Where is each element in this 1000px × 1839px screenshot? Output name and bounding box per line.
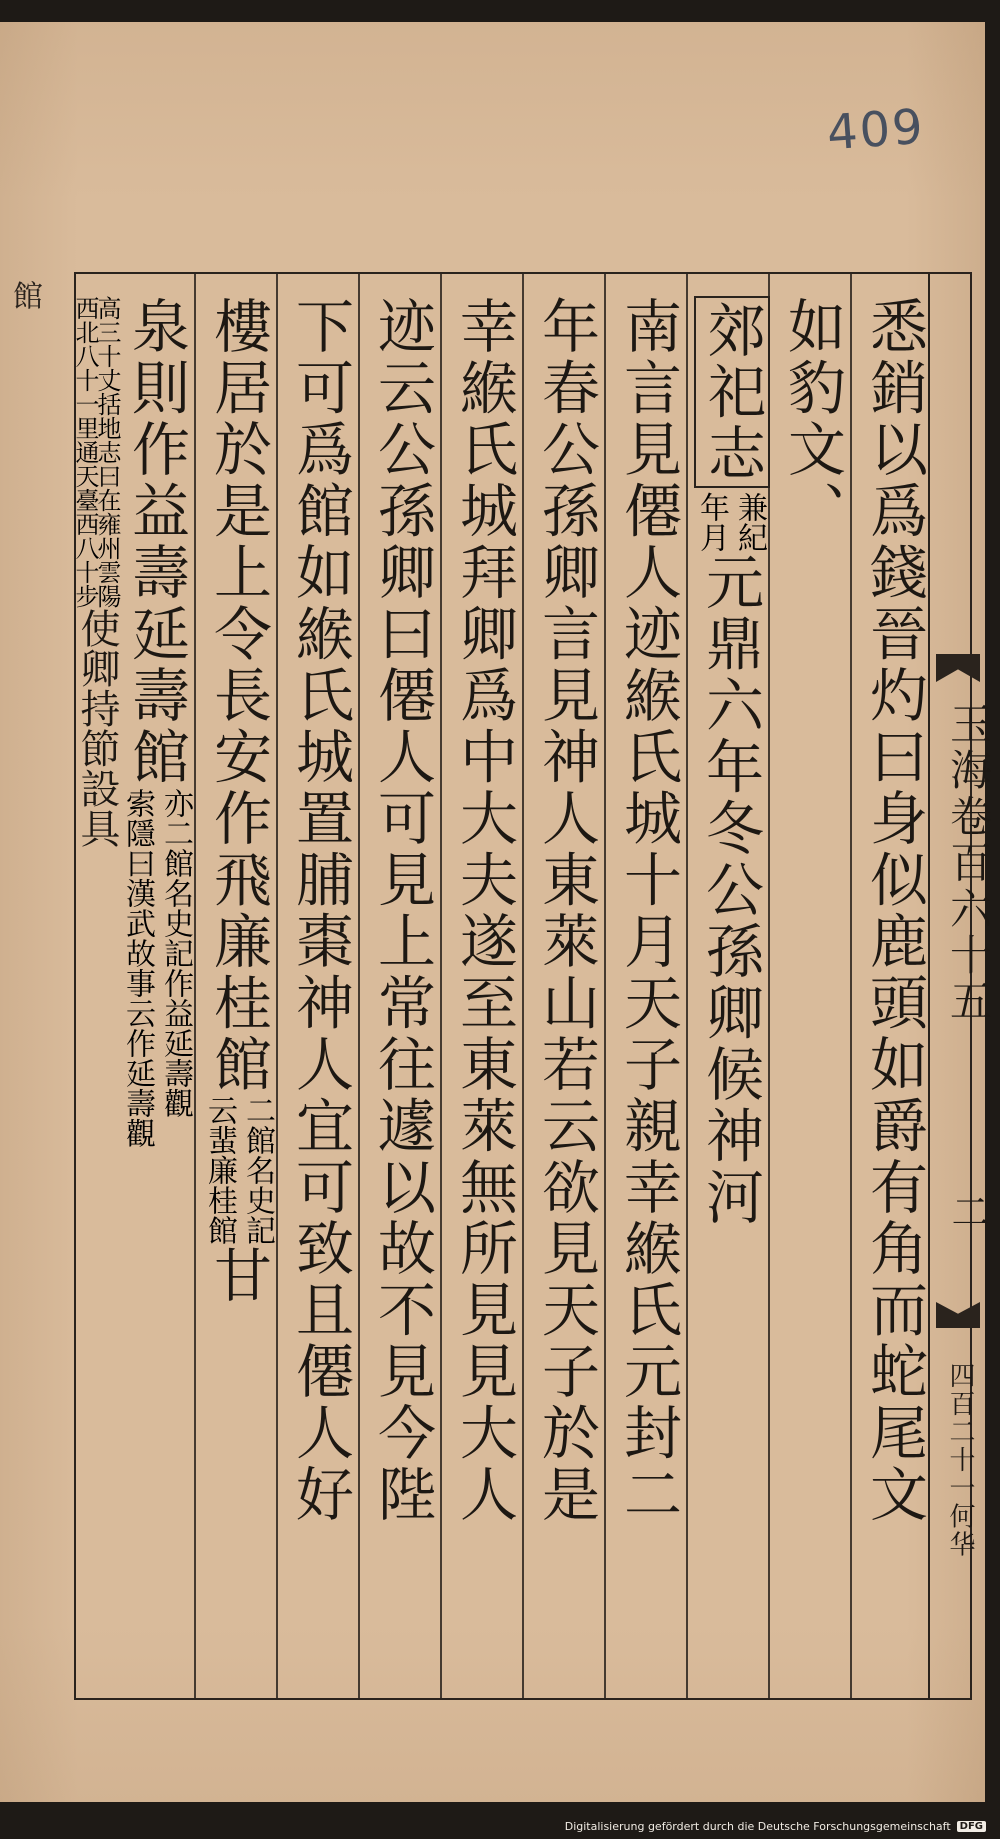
text-column-5: 年春公孫卿言見神人東萊山若云欲見天子於是 xyxy=(532,296,600,1526)
footer-credit: Digitalisierung gefördert durch die Deutsche Forschungsgemeinschaft xyxy=(564,1820,951,1833)
digitization-footer xyxy=(565,1820,986,1833)
text-column-7: 迹云公孫卿曰僊人可見上常往遽以故不見今陛 xyxy=(368,296,436,1526)
text-frame xyxy=(71,272,972,1700)
boxed-title: 郊祀志 xyxy=(694,296,770,488)
note-right: 亦二館名史記作益延壽觀 xyxy=(158,787,193,1118)
text-column-4: 南言見僊人迹緱氏城十月天子親幸緱氏元封二 xyxy=(614,296,682,1526)
banxin-title: 玉海卷百六十五 xyxy=(944,702,993,1026)
column-main: 樓居於是上令長安作飛廉桂館 xyxy=(204,296,272,1096)
text-column-8: 下可爲館如緱氏城置脯棗神人宜可致且僊人好 xyxy=(286,296,354,1526)
dfg-logo: DFG xyxy=(957,1821,986,1832)
note-right: 高三十丈括地志曰在雍州雲陽 xyxy=(93,296,121,608)
note-left: 索隱曰漢武故事云作延壽觀 xyxy=(120,787,155,1148)
text-column-10 xyxy=(120,296,192,1148)
banxin-character-count: 四百二十一何华 xyxy=(945,1362,975,1559)
note-left: 西北八十一里通天臺西八十步 xyxy=(71,296,99,608)
note-right: 二館名史記 xyxy=(240,1095,275,1246)
book-page xyxy=(0,22,993,1802)
column-main: 泉則作益壽延壽館 xyxy=(122,296,190,788)
note-right: 兼紀 xyxy=(732,492,767,553)
banxin-center-strip xyxy=(928,272,993,1700)
fishtail-mark-upper xyxy=(936,654,980,682)
text-column-6: 幸緱氏城拜卿爲中大夫遂至東萊無所見見大人 xyxy=(450,296,518,1526)
text-column-3 xyxy=(694,296,766,1229)
note-left: 云蜚廉桂館 xyxy=(202,1095,237,1246)
text-column-9 xyxy=(202,296,274,1307)
column-rest: 使卿持節設具 xyxy=(74,608,120,848)
text-column-1: 悉銷以爲錢晉灼曰身似鹿頭如爵有角而蛇尾文 xyxy=(860,296,928,1526)
left-edge-fragment: 館 xyxy=(7,280,42,310)
note-left: 年月 xyxy=(694,492,729,553)
handwritten-folio-number: 409 xyxy=(825,98,927,162)
fishtail-mark-lower xyxy=(936,1302,980,1328)
text-column-11 xyxy=(71,296,121,848)
column-rest: 甘 xyxy=(204,1245,272,1307)
text-column-2: 如豹文、 xyxy=(778,296,846,542)
banxin-page-number: 二 xyxy=(945,1192,989,1230)
column-rest: 元鼎六年冬公孫卿候神河 xyxy=(696,552,764,1229)
